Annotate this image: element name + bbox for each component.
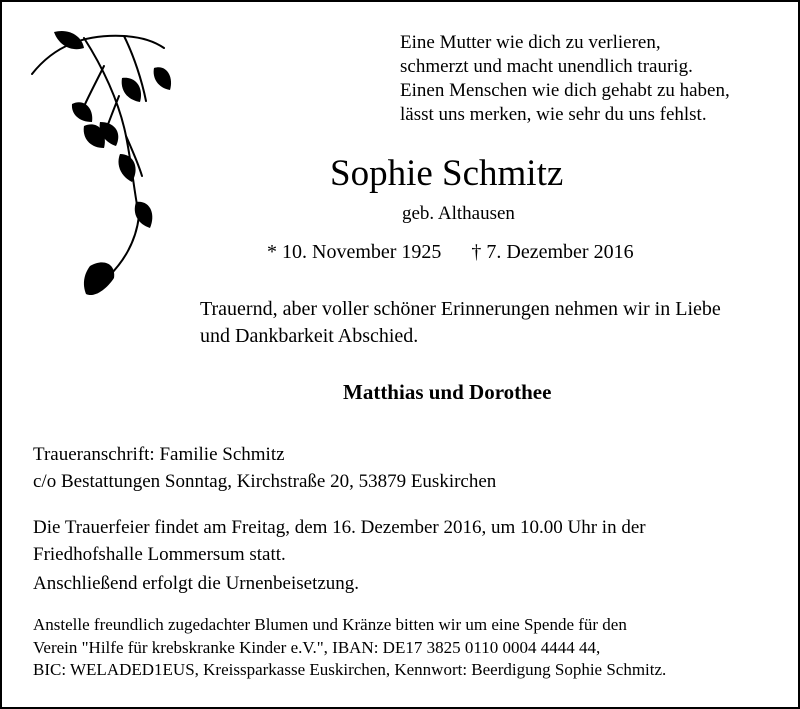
mourners-signature: Matthias und Dorothee xyxy=(343,380,552,404)
donation-line: Verein "Hilfe für krebskranke Kinder e.V.", IBAN: DE17 3825 0110 0004 4444 44, xyxy=(33,637,601,657)
donation-line: Anstelle freundlich zugedachter Blumen und Kränze bitten wir um eine Spende für den xyxy=(33,615,627,634)
address-line: Traueranschrift: Familie Schmitz xyxy=(33,444,285,465)
ceremony-line: Friedhofshalle Lommersum statt. xyxy=(33,544,286,565)
poem-line: Einen Menschen wie dich gehabt zu haben, xyxy=(400,80,730,101)
ceremony-info xyxy=(33,518,646,572)
address-line: c/o Bestattungen Sonntag, Kirchstraße 20, 53879 Euskirchen xyxy=(33,471,497,492)
poem-line: Eine Mutter wie dich zu verlieren, xyxy=(400,32,661,53)
deceased-name: Sophie Schmitz xyxy=(330,153,564,194)
burial-info: Anschließend erfolgt die Urnenbeisetzung. xyxy=(33,573,360,594)
poem-verse xyxy=(400,33,730,129)
mourning-text xyxy=(200,299,721,353)
life-dates xyxy=(267,242,634,262)
birth-date: * 10. November 1925 xyxy=(267,241,442,263)
mourning-line: und Dankbarkeit Abschied. xyxy=(200,325,419,347)
death-date: † 7. Dezember 2016 xyxy=(471,241,634,263)
mourning-line: Trauernd, aber voller schöner Erinnerungen nehmen wir in Liebe xyxy=(200,298,721,320)
poem-line: schmerzt und macht unendlich traurig. xyxy=(400,56,693,77)
poem-line: lässt uns merken, wie sehr du uns fehlst. xyxy=(400,104,707,125)
mourning-address xyxy=(33,445,496,499)
leaf-branch-icon xyxy=(24,26,184,311)
donation-request xyxy=(33,616,666,684)
ceremony-line: Die Trauerfeier findet am Freitag, dem 16. Dezember 2016, um 10.00 Uhr in der xyxy=(33,517,646,538)
birth-name: geb. Althausen xyxy=(402,203,515,224)
donation-line: BIC: WELADED1EUS, Kreissparkasse Euskirchen, Kennwort: Beerdigung Sophie Schmitz. xyxy=(33,660,667,679)
